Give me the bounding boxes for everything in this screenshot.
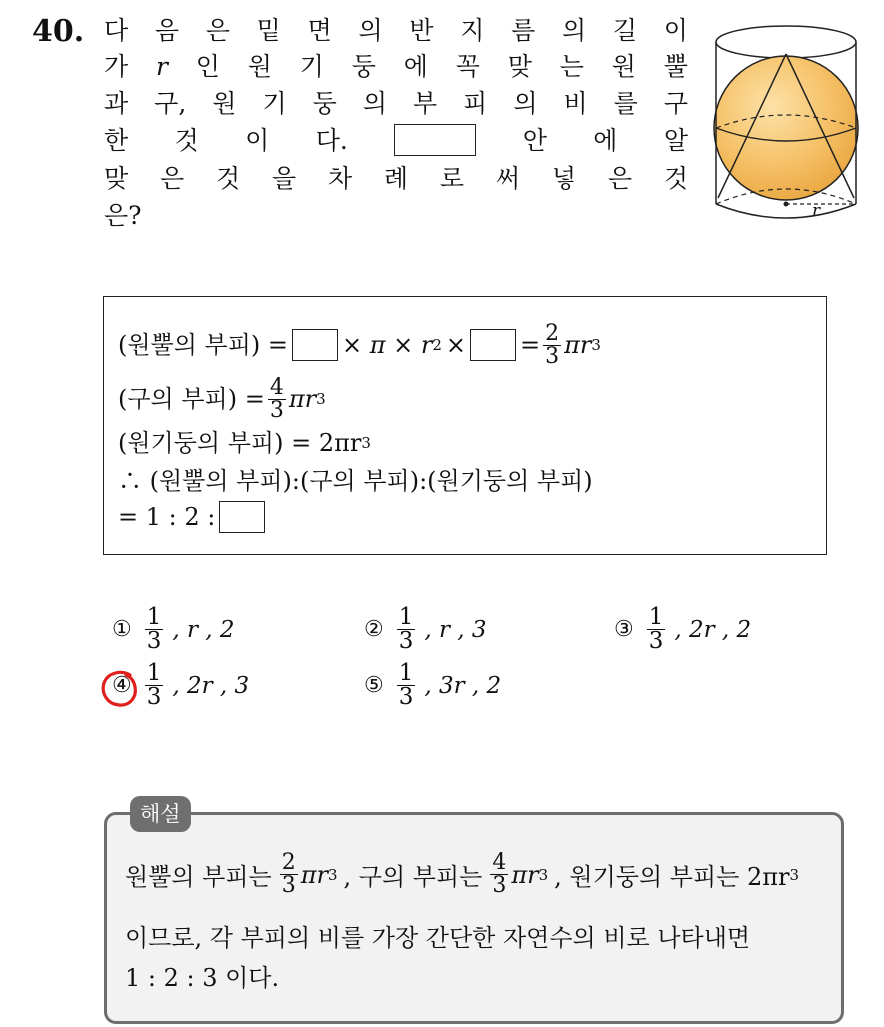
question-line-6: 은?	[104, 201, 142, 230]
blank-2	[470, 329, 516, 361]
fraction-two-thirds: $\frac{2}{3}$	[545, 320, 560, 369]
solution-line-2: 이므로, 각 부피의 비를 가장 간단한 자연수의 비로 나타내면	[125, 924, 751, 952]
cone-volume-line: (원뿔의 부피) = × π × r 2 × = $\frac{2}{3}$ πr 3	[118, 320, 601, 369]
solution-tab: 해설	[130, 796, 191, 832]
cylinder-volume-line: (원기둥의 부피) = 2πr 3	[118, 429, 371, 457]
sphere-volume-line: (구의 부피) = $\frac{4}{3}$ πr 3	[118, 374, 326, 423]
choice-2[interactable]: ② $\frac{1}{3}$ , r , 3	[364, 604, 487, 654]
cylinder-sphere-cone-figure	[708, 18, 864, 230]
blank-3	[219, 501, 265, 533]
question-line-2: 가 r 인 원 기 둥 에 꼭 맞 는 원 뿔	[104, 52, 688, 81]
fraction-four-thirds: $\frac{4}{3}$	[269, 374, 284, 423]
question-line-4: 한 것 이 다. 안 에 알	[104, 126, 688, 155]
question-line-5: 맞 은 것 을 차 례 로 써 넣 은 것	[104, 164, 688, 193]
answer-blank-box	[394, 124, 476, 156]
question-line-3: 과 구, 원 기 둥 의 부 피 의 비 를 구	[104, 89, 688, 118]
choice-3[interactable]: ③ $\frac{1}{3}$ , 2r , 2	[614, 604, 752, 654]
blank-1	[292, 329, 338, 361]
question-number: 40.	[32, 14, 85, 49]
ratio-values-line: = 1 : 2 :	[118, 502, 269, 532]
choice-4[interactable]: ④ $\frac{1}{3}$ , 2r , 3	[112, 660, 250, 710]
solution-line-3: 1 : 2 : 3 이다.	[125, 964, 280, 992]
choice-5[interactable]: ⑤ $\frac{1}{3}$ , 3r , 2	[364, 660, 502, 710]
ratio-line: ∴ (원뿔의 부피):(구의 부피):(원기둥의 부피)	[118, 467, 593, 495]
question-line-1: 다 음 은 밑 면 의 반 지 름 의 길 이	[104, 16, 688, 45]
choice-1[interactable]: ① $\frac{1}{3}$ , r , 2	[112, 604, 235, 654]
selected-answer-circle-icon	[100, 669, 140, 709]
solution-line-1: 원뿔의 부피는 $\frac{2}{3}$ πr 3 , 구의 부피는 $\frac{4}{3}$ πr 3 , 원기둥의 부피는 2πr 3	[125, 850, 800, 898]
radius-label: r	[812, 201, 821, 221]
